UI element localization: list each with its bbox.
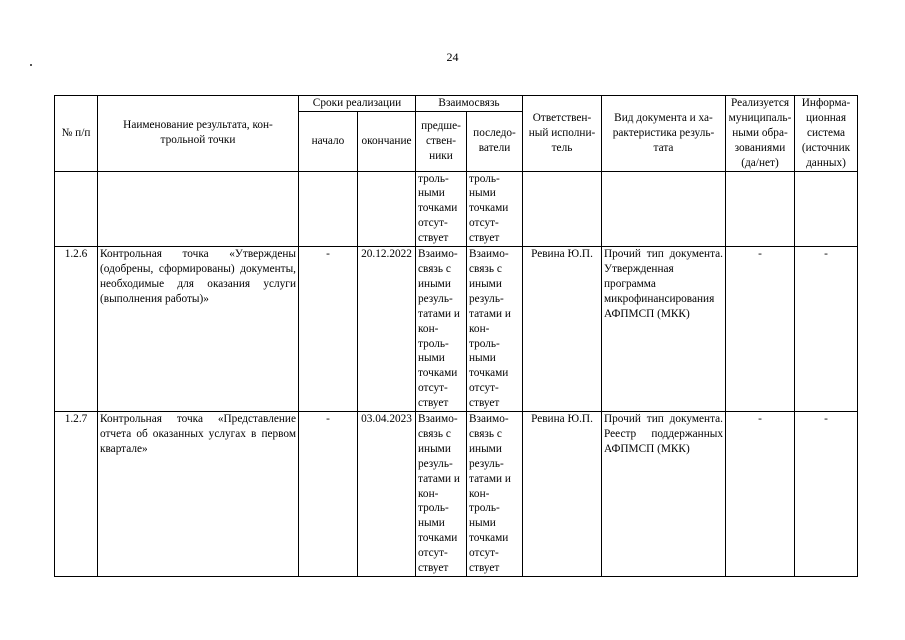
row-municipal bbox=[726, 171, 795, 247]
plan-table bbox=[54, 95, 858, 577]
header-municipal: Реализуется муниципаль- ными обра- зованиями (да/нет) bbox=[726, 96, 795, 172]
row-info bbox=[795, 171, 858, 247]
scan-speck bbox=[30, 64, 32, 66]
row-start bbox=[299, 247, 358, 412]
row-municipal: - bbox=[726, 412, 795, 577]
row-doc bbox=[602, 171, 726, 247]
row-doc: Прочий тип документа. Реестр поддержанных АФПМСП (МКК) bbox=[602, 412, 726, 577]
header-predecessors: предше- ствен- ники bbox=[416, 112, 467, 171]
table-row bbox=[55, 412, 858, 577]
row-name: Контрольная точка «Представление отчета об оказанных услугах в первом квартале» bbox=[98, 412, 299, 577]
header-start: начало bbox=[299, 112, 358, 171]
row-successors: троль- ными точками отсут- ствует bbox=[467, 171, 523, 247]
row-end bbox=[358, 171, 416, 247]
header-link: Взаимосвязь bbox=[416, 96, 523, 112]
row-num: 1.2.6 bbox=[55, 247, 98, 412]
table-row bbox=[55, 247, 858, 412]
header-responsible: Ответствен- ный исполни- тель bbox=[523, 96, 602, 172]
row-name: Контрольная точка «Утверждены (одобрены, сформированы) документы, необходимые для оказания услуги (выполнения работы)» bbox=[98, 247, 299, 412]
row-predecessors: Взаимо- связь с иными резуль- татами и кон- троль- ными точками отсут- ствует bbox=[416, 247, 467, 412]
header-info-system: Информа- ционная система (источник данных) bbox=[795, 96, 858, 172]
row-start bbox=[299, 171, 358, 247]
row-responsible: Ревина Ю.П. bbox=[523, 247, 602, 412]
row-info: - bbox=[795, 247, 858, 412]
row-end: 20.12.2022 bbox=[358, 247, 416, 412]
row-start-value: - bbox=[326, 248, 330, 261]
header-num: № п/п bbox=[55, 96, 98, 172]
row-predecessors: троль- ными точками отсут- ствует bbox=[416, 171, 467, 247]
row-municipal: - bbox=[726, 247, 795, 412]
row-num: 1.2.7 bbox=[55, 412, 98, 577]
page-number: 24 bbox=[446, 50, 459, 64]
row-name bbox=[98, 171, 299, 247]
header-doc-type: Вид документа и ха- рактеристика резуль- тата bbox=[602, 96, 726, 172]
row-responsible: Ревина Ю.П. bbox=[523, 412, 602, 577]
row-successors: Взаимо- связь с иными резуль- татами и кон- троль- ными точками отсут- ствует bbox=[467, 412, 523, 577]
row-successors: Взаимо- связь с иными резуль- татами и кон- троль- ными точками отсут- ствует bbox=[467, 247, 523, 412]
header-result-name: Наименование результата, кон- трольной точки bbox=[98, 96, 299, 172]
header-end: окончание bbox=[358, 112, 416, 171]
table-row bbox=[55, 171, 858, 247]
row-doc: Прочий тип документа. Утвержденная программа микрофинансирования АФПМСП (МКК) bbox=[602, 247, 726, 412]
row-info: - bbox=[795, 412, 858, 577]
table-header bbox=[55, 96, 858, 172]
row-predecessors: Взаимо- связь с иными резуль- татами и кон- троль- ными точками отсут- ствует bbox=[416, 412, 467, 577]
row-responsible bbox=[523, 171, 602, 247]
row-num bbox=[55, 171, 98, 247]
row-end: 03.04.2023 bbox=[358, 412, 416, 577]
header-successors: последо- ватели bbox=[467, 112, 523, 171]
row-start: - bbox=[299, 412, 358, 577]
header-terms: Сроки реализации bbox=[299, 96, 416, 112]
